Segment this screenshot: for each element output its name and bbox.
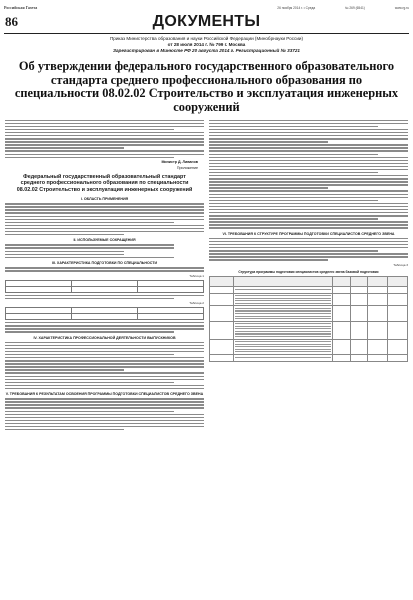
body-text-block [209, 238, 408, 261]
table3-label: Таблица 3 [393, 262, 408, 267]
section-heading-1: I. ОБЛАСТЬ ПРИМЕНЕНИЯ [80, 197, 129, 202]
body-text-block [209, 120, 408, 229]
table3-caption: Структура программы подготовки специалистов среднего звена базовой подготовки [238, 269, 379, 274]
table1-label: Таблица 1 [189, 273, 204, 278]
appendix-label: Приложение [176, 166, 198, 171]
table-2 [5, 307, 204, 320]
body-text-block [5, 398, 204, 430]
table2-label: Таблица 2 [189, 301, 204, 306]
body-text-block [5, 120, 204, 158]
document-headline: Об утверждении федерального государственного образовательного стандарта среднего профессионального образования по специальности 08.02.02 Строительство и эксплуатация инженерных сооружений [14, 59, 399, 114]
signature: Министр Д. Ливанов [161, 160, 198, 165]
section-heading-3: III. ХАРАКТЕРИСТИКА ПОДГОТОВКИ ПО СПЕЦИАЛЬНОСТИ [51, 261, 158, 266]
table-3 [209, 276, 408, 362]
section-heading-6: VI. ТРЕБОВАНИЯ К СТРУКТУРЕ ПРОГРАММЫ ПОДГОТОВКИ СПЕЦИАЛИСТОВ СРЕДНЕГО ЗВЕНА [222, 231, 395, 236]
body-text-block [5, 203, 204, 235]
body-text-block [5, 342, 204, 390]
site-url[interactable]: www.rg.ru [394, 5, 409, 10]
issue-number: № 269 (6541) [345, 5, 365, 10]
order-issuer: Приказ Министерства образования и науки Российской Федерации (Минобрнауки России) [110, 36, 303, 41]
body-text-block [5, 267, 204, 271]
body-text-block [5, 244, 204, 258]
left-column [5, 118, 204, 432]
header-rule [4, 33, 409, 34]
section-title: ДОКУМЕНТЫ [152, 13, 261, 30]
standard-title: Федеральный государственный образовательный стандарт среднего профессионального образования по специальности 08.02.02 Строительство и эксплуатация инженерных сооружений [16, 174, 193, 193]
table-1 [5, 280, 204, 293]
order-registration: Зарегистрирован в Минюсте РФ 20 августа 2014 г. Регистрационный № 33721 [113, 48, 300, 53]
section-heading-5: V. ТРЕБОВАНИЯ К РЕЗУЛЬТАТАМ ОСВОЕНИЯ ПРОГРАММЫ ПОДГОТОВКИ СПЕЦИАЛИСТОВ СРЕДНЕГО ЗВЕНА [5, 392, 204, 397]
section-heading-4: IV. ХАРАКТЕРИСТИКА ПРОФЕССИОНАЛЬНОЙ ДЕЯТЕЛЬНОСТИ ВЫПУСКНИКОВ [33, 335, 176, 340]
issue-date: 26 ноября 2014 г. • Среда [277, 5, 316, 10]
section-heading-2: II. ИСПОЛЬЗУЕМЫЕ СОКРАЩЕНИЯ [73, 238, 136, 243]
newspaper-name: Российская Газета [4, 5, 38, 10]
order-info [20, 36, 393, 54]
masthead [4, 3, 409, 12]
right-column [209, 118, 408, 362]
order-date-number: от 28 июля 2014 г. № 799 г. Москва [167, 42, 246, 47]
body-text-block [5, 322, 204, 333]
page-number: 86 [5, 14, 18, 29]
